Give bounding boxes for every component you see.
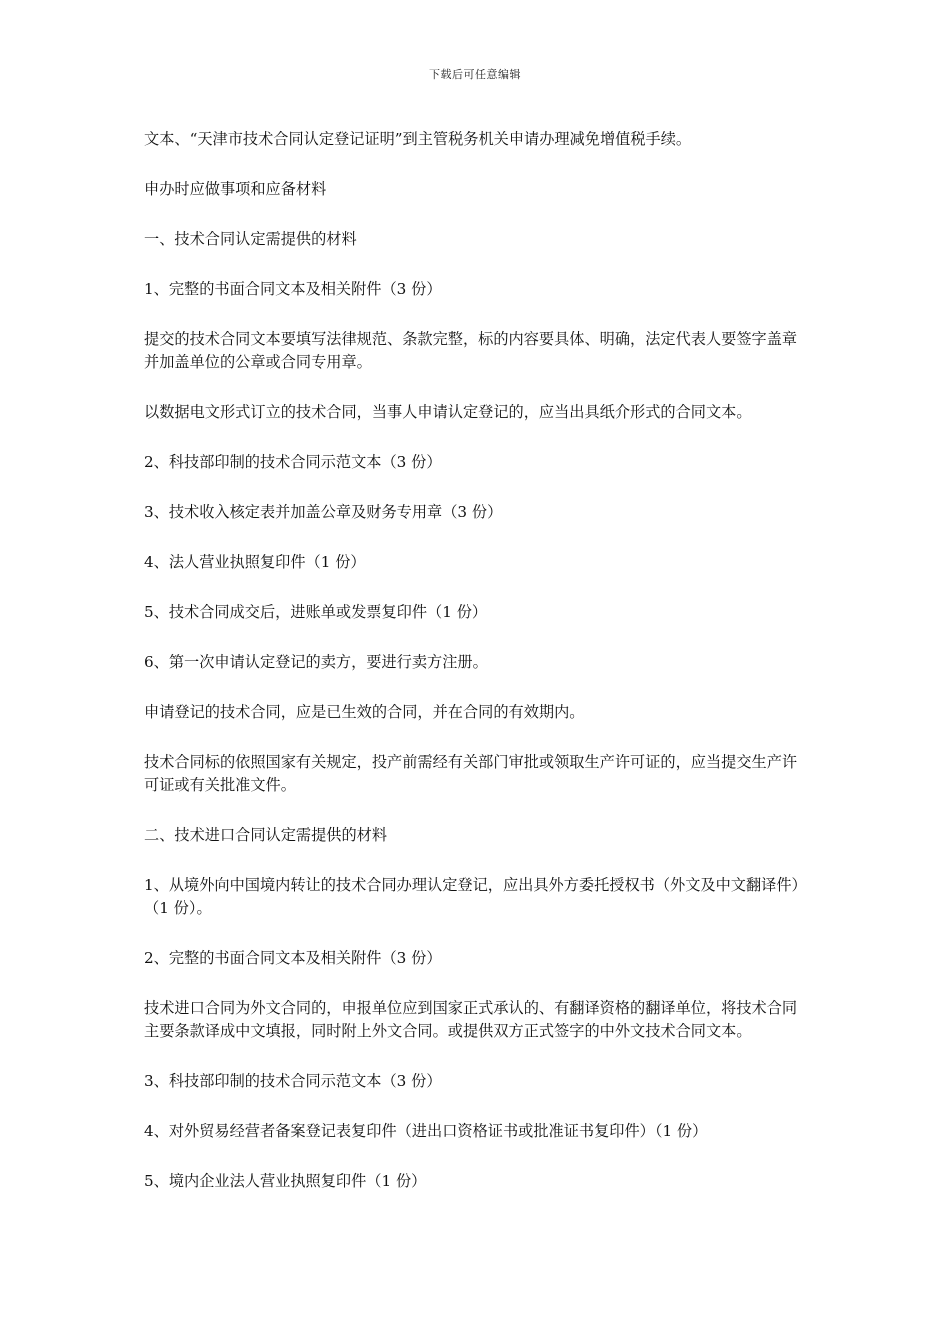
section-heading: 一、技术合同认定需提供的材料 — [144, 230, 357, 248]
paragraph: 技术合同标的依照国家有关规定，投产前需经有关部门审批或领取生产许可证的，应当提交生产许可证或有关批准文件。 — [144, 753, 798, 794]
list-item: 4、对外贸易经营者备案登记表复印件（进出口资格证书或批准证书复印件）（1 份） — [144, 1122, 708, 1140]
list-item: 2、完整的书面合同文本及相关附件（3 份） — [144, 949, 442, 967]
section-heading: 申办时应做事项和应备材料 — [144, 180, 327, 198]
list-item: 5、技术合同成交后，进账单或发票复印件（1 份） — [144, 603, 488, 621]
page-header: 下载后可任意编辑 — [429, 68, 521, 81]
list-item: 6、第一次申请认定登记的卖方，要进行卖方注册。 — [144, 653, 488, 671]
paragraph: 申请登记的技术合同，应是已生效的合同，并在合同的有效期内。 — [144, 703, 585, 721]
paragraph: 以数据电文形式订立的技术合同，当事人申请认定登记的，应当出具纸介形式的合同文本。 — [144, 403, 752, 421]
list-item: 3、科技部印制的技术合同示范文本（3 份） — [144, 1072, 442, 1090]
paragraph: 技术进口合同为外文合同的，申报单位应到国家正式承认的、有翻译资格的翻译单位，将技术合同主要条款译成中文填报，同时附上外文合同。或提供双方正式签字的中外文技术合同文本。 — [144, 999, 798, 1040]
list-item: 1、从境外向中国境内转让的技术合同办理认定登记，应出具外方委托授权书（外文及中文翻译件）（1 份）。 — [144, 876, 807, 917]
list-item: 3、技术收入核定表并加盖公章及财务专用章（3 份） — [144, 503, 503, 521]
list-item: 1、完整的书面合同文本及相关附件（3 份） — [144, 280, 442, 298]
list-item: 5、境内企业法人营业执照复印件（1 份） — [144, 1172, 427, 1190]
paragraph: 文本、“天津市技术合同认定登记证明”到主管税务机关申请办理减免增值税手续。 — [144, 130, 692, 148]
list-item: 4、法人营业执照复印件（1 份） — [144, 553, 366, 571]
list-item: 2、科技部印制的技术合同示范文本（3 份） — [144, 453, 442, 471]
paragraph: 提交的技术合同文本要填写法律规范、条款完整，标的内容要具体、明确，法定代表人要签字盖章并加盖单位的公章或合同专用章。 — [144, 330, 798, 371]
document-body — [144, 128, 809, 1220]
section-heading: 二、技术进口合同认定需提供的材料 — [144, 826, 387, 844]
